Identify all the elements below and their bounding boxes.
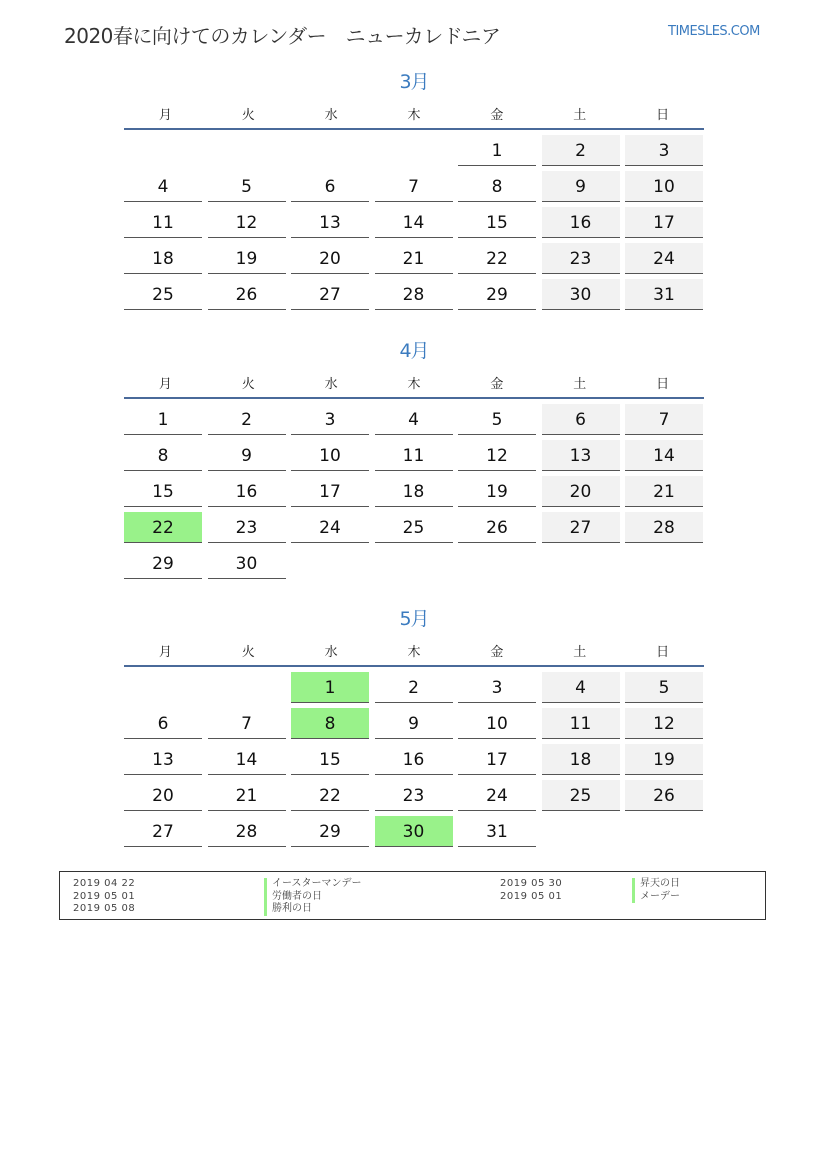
- week-row: [124, 708, 704, 739]
- header-rule: [124, 397, 704, 399]
- holiday-legend: [59, 871, 766, 920]
- weekday-header: [124, 641, 704, 665]
- week-row: [124, 672, 704, 703]
- day-cell: 14: [625, 440, 703, 471]
- day-cell: 16: [542, 207, 620, 238]
- day-cell: 24: [625, 243, 703, 274]
- legend-date: 2019 04 22: [73, 878, 136, 889]
- day-cell: 9: [542, 171, 620, 202]
- week-row: [124, 207, 704, 238]
- day-cell: 18: [375, 476, 453, 507]
- weekday-label: 木: [407, 645, 421, 660]
- day-cell: 8: [458, 171, 536, 202]
- week-row: [124, 548, 704, 579]
- day-cell: 1: [458, 135, 536, 166]
- empty-day-cell: [542, 548, 620, 579]
- day-cell: 11: [542, 708, 620, 739]
- empty-day-cell: [625, 816, 703, 847]
- day-cell: 17: [291, 476, 369, 507]
- weekday-label: 土: [573, 377, 587, 392]
- day-cell: 29: [124, 548, 202, 579]
- day-cell: 21: [375, 243, 453, 274]
- empty-day-cell: [124, 672, 202, 703]
- day-cell: 6: [542, 404, 620, 435]
- weekday-label: 月: [158, 377, 172, 392]
- weekday-label: 水: [324, 108, 338, 123]
- day-cell: 3: [625, 135, 703, 166]
- site-link[interactable]: TIMESLES.COM: [668, 24, 760, 39]
- header-rule: [124, 128, 704, 130]
- day-cell: 13: [124, 744, 202, 775]
- weekday-label: 日: [656, 377, 670, 392]
- day-cell: 20: [542, 476, 620, 507]
- day-cell: 26: [458, 512, 536, 543]
- day-cell: 4: [375, 404, 453, 435]
- weekday-label: 月: [158, 645, 172, 660]
- week-row: [124, 404, 704, 435]
- empty-day-cell: [291, 135, 369, 166]
- day-cell: 30: [208, 548, 286, 579]
- day-cell: 29: [458, 279, 536, 310]
- day-cell: 19: [625, 744, 703, 775]
- weekday-label: 土: [573, 108, 587, 123]
- week-row: [124, 816, 704, 847]
- month-title: 5月: [399, 608, 429, 630]
- day-cell: 5: [625, 672, 703, 703]
- holiday-day-cell: 22: [124, 512, 202, 543]
- week-row: [124, 476, 704, 507]
- day-cell: 15: [291, 744, 369, 775]
- day-cell: 25: [542, 780, 620, 811]
- day-cell: 11: [375, 440, 453, 471]
- day-cell: 5: [458, 404, 536, 435]
- holiday-day-cell: 8: [291, 708, 369, 739]
- day-cell: 26: [208, 279, 286, 310]
- legend-date: 2019 05 08: [73, 903, 136, 914]
- day-cell: 21: [208, 780, 286, 811]
- day-cell: 26: [625, 780, 703, 811]
- legend-left-names: [264, 878, 362, 916]
- day-cell: 30: [542, 279, 620, 310]
- month-may: [124, 607, 704, 847]
- day-cell: 28: [625, 512, 703, 543]
- weekday-label: 日: [656, 645, 670, 660]
- day-cell: 17: [625, 207, 703, 238]
- day-cell: 31: [625, 279, 703, 310]
- day-cell: 6: [124, 708, 202, 739]
- weekday-label: 金: [490, 377, 504, 392]
- day-cell: 29: [291, 816, 369, 847]
- day-cell: 2: [208, 404, 286, 435]
- weekday-label: 月: [158, 108, 172, 123]
- empty-day-cell: [625, 548, 703, 579]
- holiday-day-cell: 1: [291, 672, 369, 703]
- day-cell: 16: [375, 744, 453, 775]
- day-cell: 25: [375, 512, 453, 543]
- week-row: [124, 744, 704, 775]
- day-cell: 21: [625, 476, 703, 507]
- day-cell: 7: [208, 708, 286, 739]
- legend-left-dates: [73, 878, 135, 916]
- day-cell: 20: [124, 780, 202, 811]
- day-cell: 10: [291, 440, 369, 471]
- legend-holiday-name: イースターマンデー: [264, 878, 362, 891]
- day-cell: 25: [124, 279, 202, 310]
- day-cell: 23: [542, 243, 620, 274]
- day-cell: 28: [375, 279, 453, 310]
- day-cell: 13: [291, 207, 369, 238]
- day-cell: 27: [124, 816, 202, 847]
- weekday-header: [124, 104, 704, 128]
- week-row: [124, 135, 704, 166]
- day-cell: 5: [208, 171, 286, 202]
- weekday-label: 火: [241, 645, 255, 660]
- month-march: [124, 70, 704, 310]
- day-cell: 12: [208, 207, 286, 238]
- weekday-label: 火: [241, 108, 255, 123]
- day-cell: 17: [458, 744, 536, 775]
- day-cell: 22: [458, 243, 536, 274]
- weekday-label: 水: [324, 645, 338, 660]
- day-cell: 10: [458, 708, 536, 739]
- month-april: [124, 339, 704, 579]
- day-cell: 24: [291, 512, 369, 543]
- day-cell: 19: [208, 243, 286, 274]
- day-cell: 14: [375, 207, 453, 238]
- day-cell: 9: [208, 440, 286, 471]
- weekday-label: 金: [490, 108, 504, 123]
- day-cell: 15: [124, 476, 202, 507]
- day-cell: 27: [291, 279, 369, 310]
- weekday-header: [124, 373, 704, 397]
- day-cell: 7: [375, 171, 453, 202]
- day-cell: 18: [124, 243, 202, 274]
- day-cell: 23: [208, 512, 286, 543]
- weekday-label: 木: [407, 108, 421, 123]
- week-row: [124, 171, 704, 202]
- day-cell: 14: [208, 744, 286, 775]
- day-cell: 1: [124, 404, 202, 435]
- day-cell: 16: [208, 476, 286, 507]
- day-cell: 2: [542, 135, 620, 166]
- day-cell: 3: [458, 672, 536, 703]
- empty-day-cell: [542, 816, 620, 847]
- legend-date: 2019 05 01: [500, 890, 563, 902]
- day-cell: 22: [291, 780, 369, 811]
- day-cell: 31: [458, 816, 536, 847]
- empty-day-cell: [375, 135, 453, 166]
- legend-holiday-name: 勝利の日: [264, 903, 362, 916]
- legend-holiday-name: 昇天の日: [632, 878, 680, 891]
- weekday-label: 木: [407, 377, 421, 392]
- month-title: 3月: [399, 71, 429, 93]
- weekday-label: 水: [324, 377, 338, 392]
- empty-day-cell: [458, 548, 536, 579]
- legend-holiday-name: 労働者の日: [264, 891, 362, 904]
- weekday-label: 金: [490, 645, 504, 660]
- empty-day-cell: [291, 548, 369, 579]
- empty-day-cell: [375, 548, 453, 579]
- legend-date: 2019 05 30: [500, 878, 563, 889]
- day-cell: 10: [625, 171, 703, 202]
- legend-holiday-name: メーデー: [632, 891, 680, 904]
- legend-right-names: [632, 878, 680, 903]
- weekday-label: 土: [573, 645, 587, 660]
- day-cell: 3: [291, 404, 369, 435]
- day-cell: 13: [542, 440, 620, 471]
- week-row: [124, 243, 704, 274]
- day-cell: 28: [208, 816, 286, 847]
- day-cell: 2: [375, 672, 453, 703]
- week-row: [124, 440, 704, 471]
- day-cell: 27: [542, 512, 620, 543]
- day-cell: 20: [291, 243, 369, 274]
- day-cell: 4: [542, 672, 620, 703]
- month-title: 4月: [399, 340, 429, 362]
- header-rule: [124, 665, 704, 667]
- day-cell: 12: [458, 440, 536, 471]
- week-row: [124, 780, 704, 811]
- empty-day-cell: [208, 672, 286, 703]
- day-cell: 11: [124, 207, 202, 238]
- empty-day-cell: [124, 135, 202, 166]
- holiday-day-cell: 30: [375, 816, 453, 847]
- empty-day-cell: [208, 135, 286, 166]
- week-row: [124, 512, 704, 543]
- day-cell: 24: [458, 780, 536, 811]
- day-cell: 8: [124, 440, 202, 471]
- day-cell: 15: [458, 207, 536, 238]
- week-row: [124, 279, 704, 310]
- day-cell: 19: [458, 476, 536, 507]
- day-cell: 7: [625, 404, 703, 435]
- day-cell: 23: [375, 780, 453, 811]
- weekday-label: 日: [656, 108, 670, 123]
- weekday-label: 火: [241, 377, 255, 392]
- day-cell: 4: [124, 171, 202, 202]
- page-title: 2020春に向けてのカレンダー ニューカレドニア: [64, 24, 501, 48]
- day-cell: 9: [375, 708, 453, 739]
- day-cell: 6: [291, 171, 369, 202]
- legend-date: 2019 05 01: [73, 890, 136, 902]
- day-cell: 12: [625, 708, 703, 739]
- day-cell: 18: [542, 744, 620, 775]
- legend-right-dates: [500, 878, 562, 903]
